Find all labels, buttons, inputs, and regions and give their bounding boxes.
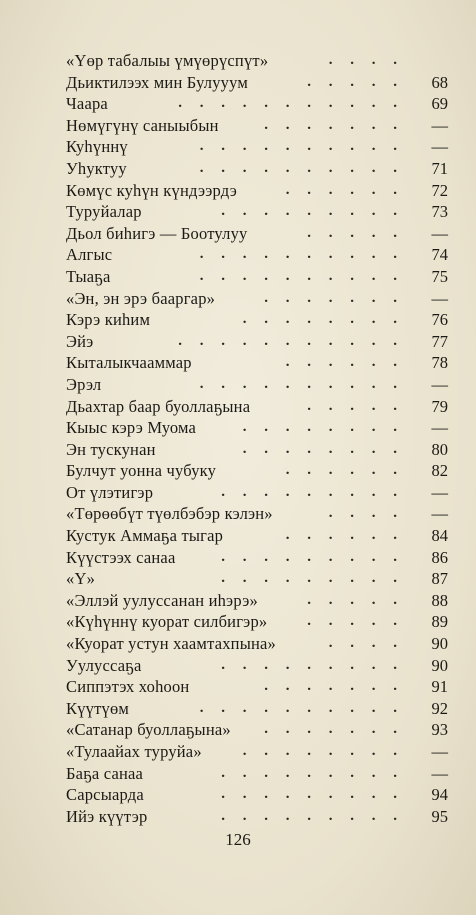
- toc-entry-title: Сарсыарда: [66, 785, 144, 805]
- toc-entry-title: Дьиктилээх мин Булууум: [66, 72, 249, 92]
- toc-entry-title: Эрэл: [66, 374, 102, 394]
- toc-entry-leader-dots: . . . . . . . . . .: [199, 246, 404, 263]
- toc-entry-page: —: [431, 137, 448, 157]
- toc-entry-title: Көмүс куһүн күндээрдэ: [66, 180, 238, 200]
- toc-entry-title: «Төрөөбүт түөлбэбэр кэлэн»: [66, 504, 273, 524]
- toc-entry-page: —: [431, 418, 448, 438]
- toc-entry: [66, 525, 448, 547]
- toc-entry-leader-dots: . . . . . . . .: [242, 419, 404, 436]
- toc-entry: [66, 158, 448, 180]
- toc-entry-page: 69: [431, 94, 448, 114]
- toc-entry-leader-dots: . . . . . . . . .: [221, 203, 404, 220]
- toc-entry-leader-dots: . . . .: [328, 635, 404, 652]
- toc-entry-title: Кыталыкчааммар: [66, 353, 192, 373]
- toc-entry-page: —: [431, 374, 448, 394]
- toc-entry-page: 80: [431, 439, 448, 459]
- toc-entry-page: —: [431, 504, 448, 524]
- toc-entry-page: 73: [431, 202, 448, 222]
- toc-entry-leader-dots: . . . . . . . . .: [221, 570, 404, 587]
- table-of-contents: [66, 50, 448, 827]
- toc-entry-title: Уулуссаҕа: [66, 655, 142, 675]
- toc-entry-leader-dots: . . . . .: [307, 591, 404, 608]
- toc-entry: [66, 547, 448, 569]
- toc-entry-title: Алгыс: [66, 245, 113, 265]
- toc-entry: [66, 266, 448, 288]
- toc-entry: [66, 460, 448, 482]
- toc-entry: [66, 806, 448, 828]
- toc-entry-title: «Эн, эн эрэ бааргар»: [66, 288, 216, 308]
- toc-entry-page: 78: [431, 353, 448, 373]
- toc-entry-leader-dots: . . . . . .: [285, 527, 404, 544]
- toc-entry-page: —: [431, 742, 448, 761]
- toc-entry: [66, 223, 448, 245]
- toc-entry: [66, 676, 448, 698]
- toc-entry-page: 68: [431, 72, 448, 92]
- toc-entry: [66, 763, 448, 785]
- toc-entry-leader-dots: . . . . . .: [285, 462, 404, 479]
- toc-entry: [66, 503, 448, 525]
- toc-entry-leader-dots: . . . .: [328, 505, 404, 522]
- toc-entry: [66, 741, 448, 763]
- toc-entry-page: 77: [431, 331, 448, 351]
- toc-entry: [66, 396, 448, 418]
- toc-entry-title: «Тулаайах туруйа»: [66, 742, 202, 761]
- toc-entry: [66, 201, 448, 223]
- toc-entry-leader-dots: . . . . . . . . . .: [199, 375, 404, 392]
- toc-entry-page: 90: [431, 634, 448, 654]
- toc-entry: [66, 331, 448, 353]
- toc-entry-leader-dots: . . . . . . . . .: [221, 656, 404, 673]
- toc-entry-title: Эйэ: [66, 331, 94, 351]
- toc-entry-leader-dots: . . . . . . . . . .: [199, 267, 404, 284]
- toc-entry-title: Дьахтар баар буоллаҕына: [66, 396, 251, 416]
- toc-entry-title: Чаара: [66, 94, 108, 114]
- toc-entry-title: Күүтүөм: [66, 698, 130, 718]
- toc-entry-page: 91: [431, 677, 448, 697]
- toc-entry-leader-dots: . . . . . .: [285, 354, 404, 371]
- toc-entry-title: Куһүннү: [66, 137, 128, 157]
- toc-entry-title: «Сатанар буоллаҕына»: [66, 720, 231, 740]
- toc-entry-leader-dots: . . . . . . . . . .: [199, 159, 404, 176]
- toc-entry-leader-dots: . . . . . . . . . .: [199, 699, 404, 716]
- toc-entry-page: 72: [431, 180, 448, 200]
- toc-entry-leader-dots: . . . . . . . .: [242, 440, 404, 457]
- toc-entry-page: 82: [431, 461, 448, 481]
- toc-entry-leader-dots: . . . . . .: [285, 181, 404, 198]
- toc-entry-title: «Ү»: [66, 569, 96, 589]
- toc-entry-leader-dots: . . . . . . . .: [242, 743, 404, 759]
- toc-entry-title: «Күһүннү куорат силбигэр»: [66, 612, 268, 632]
- toc-entry: [66, 136, 448, 158]
- toc-entry: [66, 655, 448, 677]
- toc-entry-page: 90: [431, 655, 448, 675]
- toc-entry-page: 86: [431, 547, 448, 567]
- toc-entry-page: 94: [431, 785, 448, 805]
- toc-entry-leader-dots: . . . .: [328, 52, 404, 68]
- toc-entry: [66, 784, 448, 806]
- toc-entry-leader-dots: . . . . . . . .: [242, 311, 404, 328]
- toc-entry-page: 84: [431, 526, 448, 546]
- toc-entry: [66, 568, 448, 590]
- toc-entry: [66, 288, 448, 310]
- toc-entry-page: —: [431, 763, 448, 783]
- toc-entry-leader-dots: . . . . . . . . .: [221, 483, 404, 500]
- toc-entry-leader-dots: . . . . . . . . .: [221, 807, 404, 824]
- toc-entry-leader-dots: . . . . .: [307, 397, 404, 414]
- toc-entry-page: 74: [431, 245, 448, 265]
- toc-entry-leader-dots: . . . . . . . . .: [221, 548, 404, 565]
- toc-entry-leader-dots: . . . . . . .: [264, 289, 404, 306]
- toc-entry-leader-dots: . . . . . . .: [264, 721, 404, 738]
- toc-entry-page: 93: [431, 720, 448, 740]
- toc-entry: [66, 417, 448, 439]
- toc-entry-leader-dots: . . . . .: [307, 613, 404, 630]
- toc-entry: [66, 374, 448, 396]
- toc-entry-title: Эн тускунан: [66, 439, 156, 459]
- toc-entry: [66, 482, 448, 504]
- toc-entry: [66, 611, 448, 633]
- toc-entry-leader-dots: . . . . . . .: [264, 678, 404, 695]
- toc-entry: [66, 180, 448, 202]
- toc-entry: [66, 352, 448, 374]
- toc-entry: [66, 439, 448, 461]
- toc-entry-title: Ийэ күүтэр: [66, 806, 148, 826]
- toc-entry-title: От үлэтигэр: [66, 482, 154, 502]
- toc-entry-leader-dots: . . . . .: [307, 224, 404, 241]
- toc-entry-leader-dots: . . . . . . .: [264, 116, 404, 133]
- toc-entry-title: «Үөр табалыы үмүөрүспүт»: [66, 51, 269, 70]
- toc-entry-leader-dots: . . . . . . . . .: [221, 786, 404, 803]
- toc-entry-leader-dots: . . . . . . . . . . .: [178, 95, 404, 112]
- toc-entry-page: —: [431, 288, 448, 308]
- toc-entry-page: 76: [431, 310, 448, 330]
- page-number: 126: [225, 830, 251, 849]
- toc-entry-page: 88: [431, 590, 448, 610]
- toc-entry-leader-dots: . . . . . . . . . .: [199, 138, 404, 155]
- toc-entry: [66, 244, 448, 266]
- toc-entry: [66, 698, 448, 720]
- toc-entry-leader-dots: . . . . .: [307, 73, 404, 90]
- toc-entry-title: Дьол биһигэ — Боотулуу: [66, 223, 248, 243]
- toc-entry-page: —: [431, 482, 448, 502]
- toc-entry-page: 95: [431, 806, 448, 826]
- toc-entry: [66, 719, 448, 741]
- toc-entry: [66, 633, 448, 655]
- toc-entry-title: Нөмүгүнү саныыбын: [66, 115, 219, 135]
- toc-entry-title: Кустук Аммаҕа тыгар: [66, 526, 224, 546]
- toc-entry-title: Кэрэ киһим: [66, 310, 151, 330]
- toc-entry-page: 87: [431, 569, 448, 589]
- toc-entry-title: Тыаҕа: [66, 266, 111, 286]
- toc-entry-title: Булчут уонна чубуку: [66, 461, 217, 481]
- toc-entry-page: 92: [431, 698, 448, 718]
- toc-entry: [66, 93, 448, 115]
- toc-entry-page: —: [431, 223, 448, 243]
- toc-entry-title: Туруйалар: [66, 202, 142, 222]
- toc-entry: [66, 50, 448, 72]
- toc-entry-title: Кыыс кэрэ Муома: [66, 418, 197, 438]
- toc-entry-title: «Куорат устун хаамтахпына»: [66, 634, 276, 654]
- toc-entry-title: Күүстээх санаа: [66, 547, 176, 567]
- toc-entry-page: 79: [431, 396, 448, 416]
- toc-entry-title: Уһуктуу: [66, 158, 127, 178]
- toc-entry-title: Сиппэтэх хоһоон: [66, 677, 190, 697]
- toc-entry-page: —: [431, 115, 448, 135]
- toc-entry-leader-dots: . . . . . . . . . . .: [178, 332, 404, 349]
- toc-entry-title: «Эллэй уулуссанан иһэрэ»: [66, 590, 258, 610]
- toc-entry: [66, 72, 448, 94]
- toc-entry: [66, 590, 448, 612]
- toc-entry-title: Баҕа санаа: [66, 763, 144, 783]
- toc-entry-page: 89: [431, 612, 448, 632]
- toc-entry: [66, 115, 448, 137]
- toc-entry-page: 71: [431, 158, 448, 178]
- toc-entry-leader-dots: . . . . . . . . .: [221, 764, 404, 781]
- toc-entry: [66, 309, 448, 331]
- toc-entry-page: 75: [431, 266, 448, 286]
